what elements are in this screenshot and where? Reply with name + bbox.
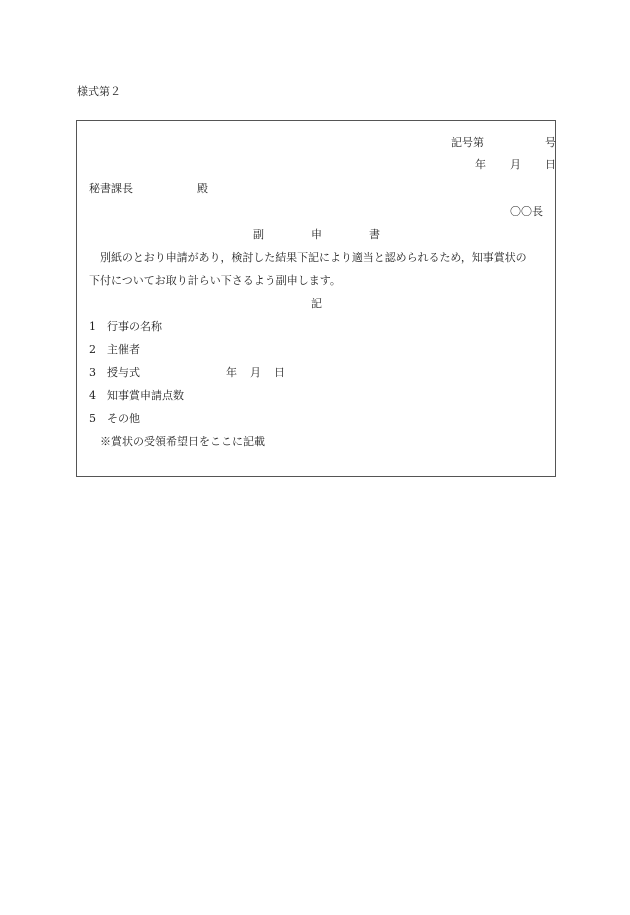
body-line-2: 下付についてお取り計らい下さるよう副申します。: [89, 274, 341, 287]
date-month: 月: [510, 158, 521, 171]
title-char-1: 副: [253, 228, 264, 241]
item-3-number: 3: [89, 366, 96, 379]
title-char-3: 書: [369, 228, 380, 241]
item-1-number: 1: [89, 320, 96, 333]
reference-prefix: 記号第: [451, 136, 484, 149]
reference-suffix: 号: [545, 136, 556, 149]
item-4-label: 知事賞申請点数: [107, 389, 184, 402]
item-1-label: 行事の名称: [107, 320, 162, 333]
item-5-label: その他: [107, 412, 140, 425]
item-2-number: 2: [89, 343, 96, 356]
sender: 〇〇長: [510, 205, 543, 218]
note: ※賞状の受領希望日をここに記載: [100, 435, 265, 448]
date-year: 年: [475, 158, 486, 171]
item-3-day: 日: [274, 366, 285, 379]
item-5-number: 5: [89, 412, 96, 425]
item-2-label: 主催者: [107, 343, 140, 356]
addressee-name: 秘書課長: [89, 182, 133, 195]
item-3-label: 授与式: [107, 366, 140, 379]
item-3-year: 年: [226, 366, 237, 379]
addressee-honorific: 殿: [197, 182, 208, 195]
form-label: 様式第２: [77, 85, 121, 98]
item-3-month: 月: [250, 366, 261, 379]
ki-label: 記: [311, 297, 322, 310]
item-4-number: 4: [89, 389, 96, 402]
date-day: 日: [545, 158, 556, 171]
body-line-1: 別紙のとおり申請があり，検討した結果下記により適当と認められるため，知事賞状の: [100, 251, 527, 264]
title-char-2: 申: [311, 228, 322, 241]
